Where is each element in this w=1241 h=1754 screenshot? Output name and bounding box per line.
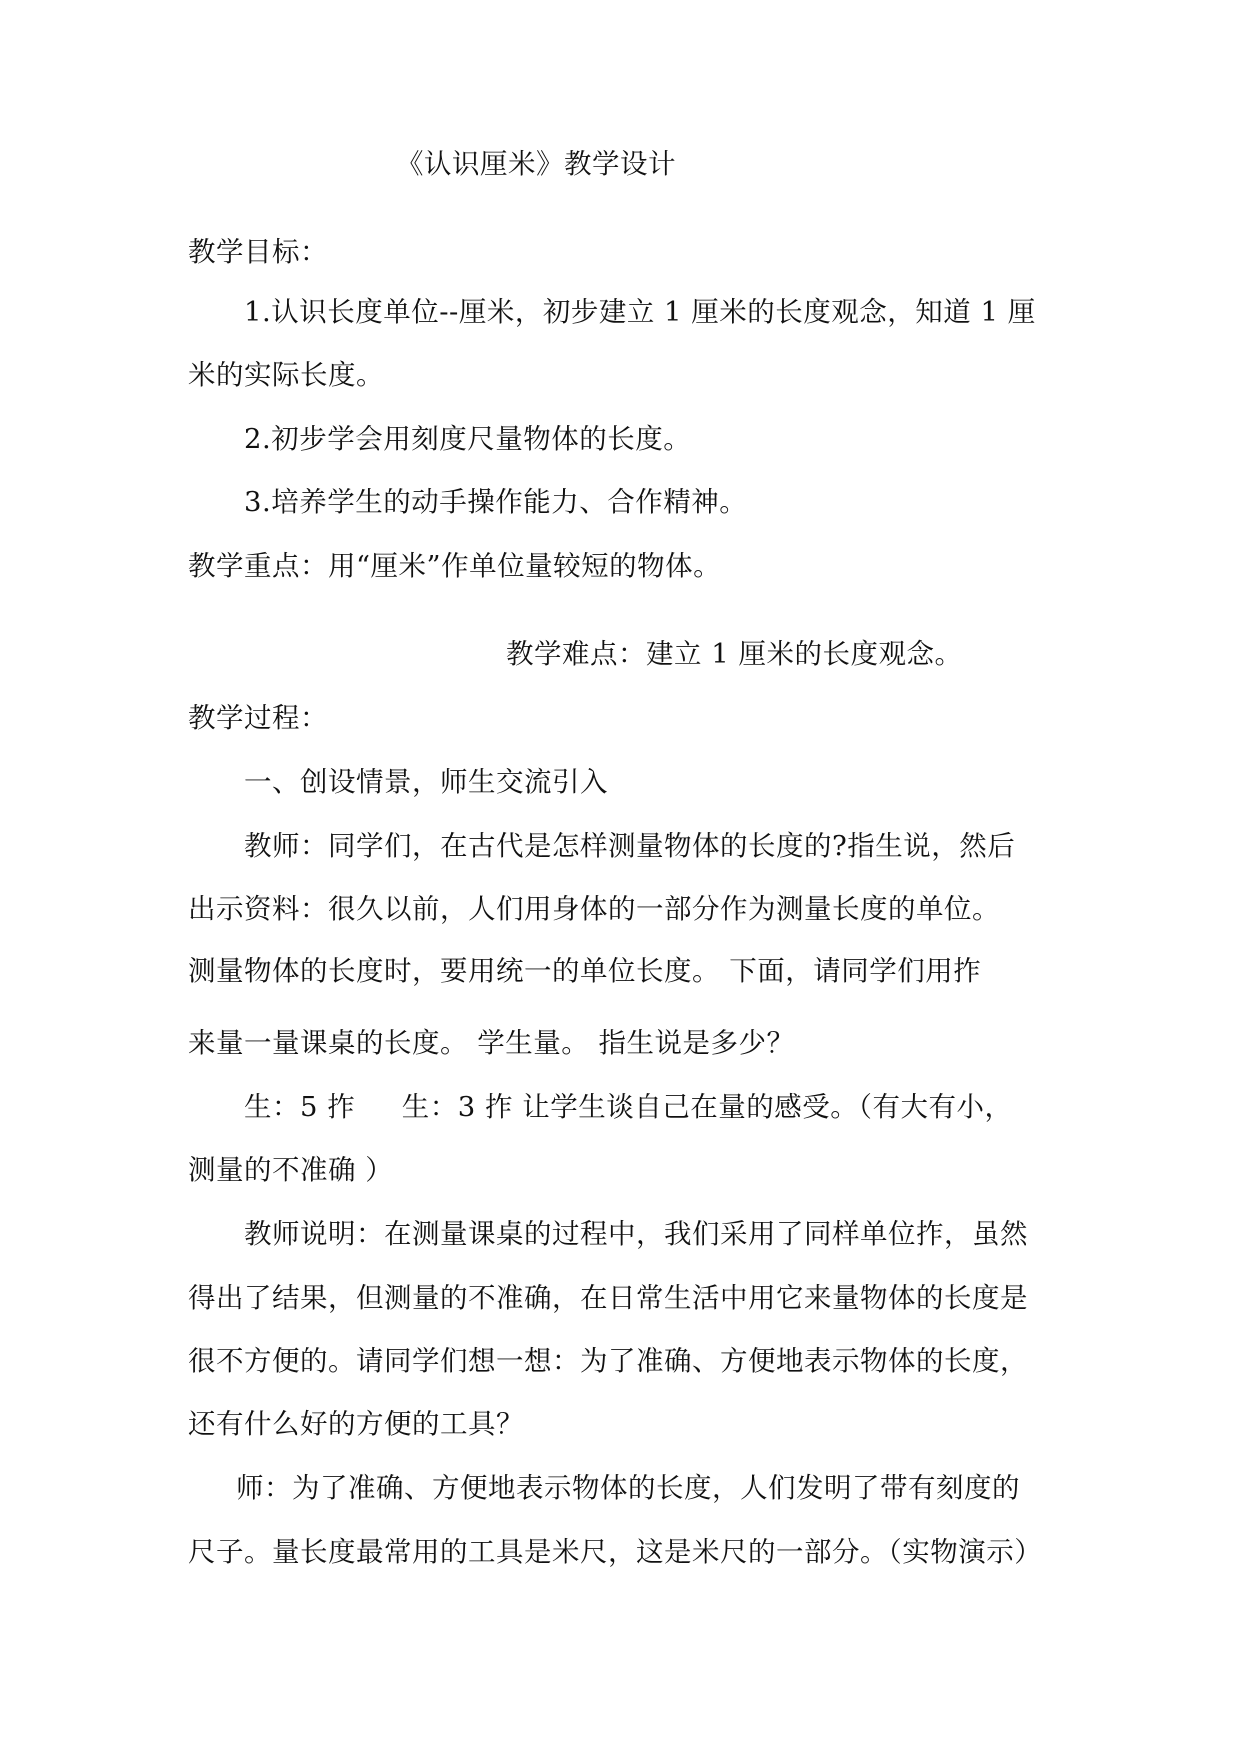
objective-1-line-2: 米的实际长度。 (188, 359, 384, 391)
ruler-line-2: 尺子。量长度最常用的工具是米尺，这是米尺的一部分。（实物演示） (188, 1536, 1043, 1568)
section-1-heading: 一、创设情景，师生交流引入 (244, 766, 608, 798)
ruler-line-1: 师：为了准确、方便地表示物体的长度，人们发明了带有刻度的 (236, 1472, 1020, 1504)
document-title: 《认识厘米》教学设计 (396, 148, 676, 180)
student-line-2: 测量的不准确 ） (188, 1154, 394, 1186)
explain-line-4: 还有什么好的方便的工具？ (188, 1408, 524, 1440)
teacher-line-3: 测量物体的长度时，要用统一的单位长度。 下面，请同学们用拃 (188, 955, 982, 987)
objective-2: 2.初步学会用刻度尺量物体的长度。 (244, 423, 692, 455)
teacher-line-2: 出示资料：很久以前，人们用身体的一部分作为测量长度的单位。 (188, 893, 1000, 925)
objectives-heading: 教学目标： (188, 236, 328, 268)
student-line-1: 生：5 拃 生：3 拃 让学生谈自己在量的感受。（有大有小， (244, 1091, 1013, 1123)
key-point: 教学重点：用“厘米”作单位量较短的物体。 (188, 550, 722, 582)
teacher-line-1: 教师：同学们，在古代是怎样测量物体的长度的?指生说，然后 (244, 830, 1016, 862)
explain-line-1: 教师说明：在测量课桌的过程中，我们采用了同样单位拃，虽然 (244, 1218, 1028, 1250)
objective-3: 3.培养学生的动手操作能力、合作精神。 (244, 486, 748, 518)
explain-line-2: 得出了结果，但测量的不准确，在日常生活中用它来量物体的长度是 (188, 1282, 1028, 1314)
process-heading: 教学过程： (188, 702, 328, 734)
explain-line-3: 很不方便的。请同学们想一想：为了准确、方便地表示物体的长度， (188, 1345, 1028, 1377)
teacher-line-4: 来量一量课桌的长度。 学生量。 指生说是多少？ (188, 1027, 795, 1059)
objective-1-line-1: 1.认识长度单位--厘米，初步建立 1 厘米的长度观念，知道 1 厘 (244, 296, 1036, 328)
difficulty: 教学难点：建立 1 厘米的长度观念。 (506, 638, 963, 670)
